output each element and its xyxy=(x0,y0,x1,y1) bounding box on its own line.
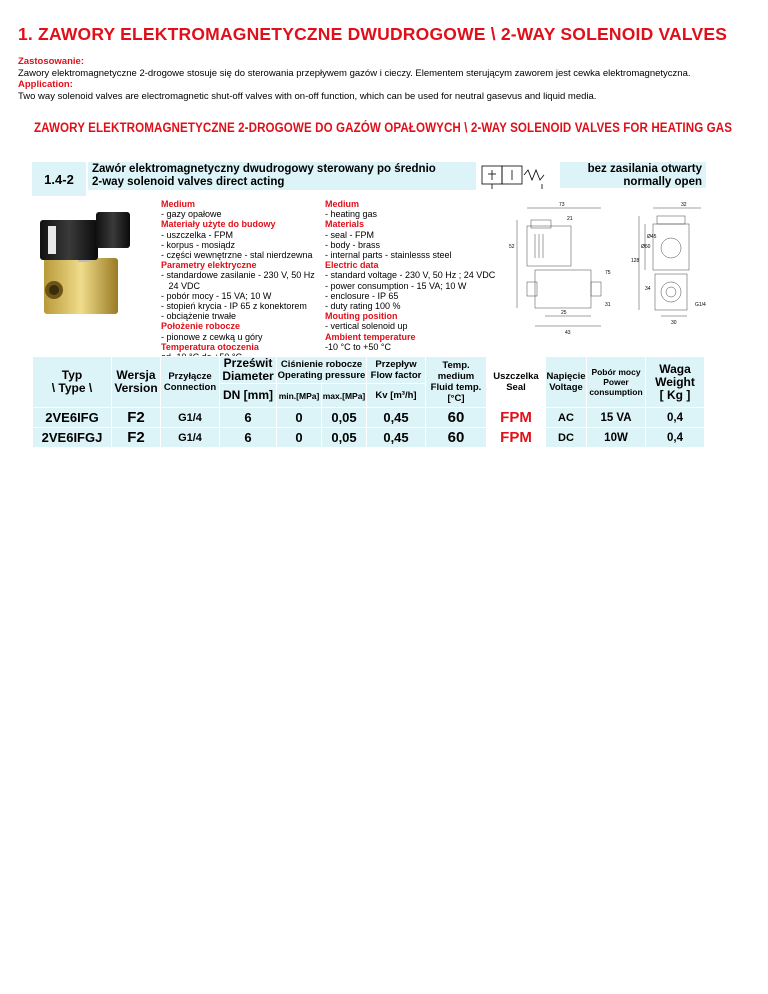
cell-conn: G1/4 xyxy=(161,408,220,428)
cell-dn: 6 xyxy=(220,408,277,428)
cell-type: 2VE6IFG xyxy=(33,408,112,428)
th-temp: Temp. medium Fluid temp. [°C] xyxy=(426,357,487,408)
spec-pl-line: Temperatura otoczenia xyxy=(161,341,259,352)
th-voltage: Napięcie Voltage xyxy=(546,357,587,408)
spec-en-line: - standard voltage - 230 V, 50 Hz ; 24 VDC xyxy=(325,270,496,281)
spec-pl-line: - uszczelka - FPM xyxy=(161,229,234,240)
cell-volt: AC xyxy=(546,408,587,428)
valve-symbol-icon xyxy=(478,162,558,192)
th-seal: Uszczelka Seal xyxy=(487,357,546,408)
th-max: max.[MPa] xyxy=(322,384,367,408)
cell-type: 2VE6IFGJ xyxy=(33,428,112,448)
spec-en-line: Medium xyxy=(325,199,360,209)
dim-label: 32 xyxy=(681,202,687,208)
dim-label: Ø45 xyxy=(647,234,657,240)
dim-label: Ø60 xyxy=(641,244,651,250)
cell-power: 10W xyxy=(587,428,646,448)
spec-en-line: Electric data xyxy=(325,260,379,271)
spec-pl-line: - pobór mocy - 15 VA; 10 W xyxy=(161,290,272,301)
cell-dn: 6 xyxy=(220,428,277,448)
dim-label: 52 xyxy=(509,244,515,250)
th-dn: DN [mm] xyxy=(220,384,277,408)
spec-en-line: Ambient temperature xyxy=(325,331,416,342)
cell-conn: G1/4 xyxy=(161,428,220,448)
spec-pl-line: Położenie robocze xyxy=(161,321,241,332)
table-row xyxy=(33,428,705,448)
spec-pl-line: Medium xyxy=(161,199,196,209)
th-power: Pobór mocy Power consumption xyxy=(587,357,646,408)
dim-label: 34 xyxy=(645,286,651,292)
cell-seal: FPM xyxy=(487,428,546,448)
spec-pl-line: - pionowe z cewką u góry xyxy=(161,331,263,342)
cell-weight: 0,4 xyxy=(646,428,705,448)
dim-label: 25 xyxy=(561,310,567,316)
specs-en xyxy=(325,199,495,352)
cell-weight: 0,4 xyxy=(646,408,705,428)
product-code: 1.4-2 xyxy=(32,162,86,196)
spec-en-line: - seal - FPM xyxy=(325,229,375,240)
intro-en-text: Two way solenoid valves are electromagnetic shut-off valves with on-off function, which can be used for neutral gasevus and liquid media. xyxy=(18,90,597,102)
cell-volt: DC xyxy=(546,428,587,448)
dim-label: 128 xyxy=(631,258,640,264)
spec-pl-line: 24 VDC xyxy=(161,280,201,291)
th-flow: Przepływ Flow factor xyxy=(367,357,426,384)
dim-label: 30 xyxy=(671,320,677,326)
valve-photo xyxy=(30,200,140,320)
spec-en-line: - duty rating 100 % xyxy=(325,301,401,312)
spec-pl-line: - stopień krycia - IP 65 z konektorem xyxy=(161,301,307,312)
intro-block xyxy=(18,56,758,102)
section-title: ZAWORY ELEKTROMAGNETYCZNE 2-DROGOWE DO GAZÓW OPAŁOWYCH \ 2-WAY SOLENOID VALVES FOR HEATING GAS xyxy=(34,120,733,135)
spec-en-line: - power consumption - 15 VA; 10 W xyxy=(325,280,467,291)
dim-label: 31 xyxy=(605,302,611,308)
cell-temp: 60 xyxy=(426,408,487,428)
th-min: min.[MPa] xyxy=(277,384,322,408)
th-type: Typ \ Type \ xyxy=(33,357,112,408)
intro-en-label: Application: xyxy=(18,79,73,90)
product-description xyxy=(88,162,476,190)
cell-version: F2 xyxy=(112,408,161,428)
cell-seal: FPM xyxy=(487,408,546,428)
spec-pl-line: - korpus - mosiądz xyxy=(161,239,236,250)
th-weight: Waga Weight [ Kg ] xyxy=(646,357,705,408)
product-desc-en: 2-way solenoid valves direct acting xyxy=(92,176,285,188)
spec-pl-line: - gazy opałowe xyxy=(161,209,222,220)
cell-temp: 60 xyxy=(426,428,487,448)
spec-pl-line: - standardowe zasilanie - 230 V, 50 Hz xyxy=(161,270,315,281)
dimension-drawing xyxy=(505,198,725,338)
cell-version: F2 xyxy=(112,428,161,448)
dim-label: 21 xyxy=(567,216,573,222)
dim-label: 43 xyxy=(565,330,571,336)
dim-label: 75 xyxy=(605,270,611,276)
spec-en-line: -10 °C to +50 °C xyxy=(325,341,391,352)
valve-state-box xyxy=(560,162,706,188)
spec-en-line: - heating gas xyxy=(325,209,378,220)
spec-pl-line: Materiały użyte do budowy xyxy=(161,219,276,230)
page-title: 1. ZAWORY ELEKTROMAGNETYCZNE DWUDROGOWE \ 2-WAY SOLENOID VALVES xyxy=(18,24,728,44)
th-connection: Przyłącze Connection xyxy=(161,357,220,408)
th-kv: Kv [m³/h] xyxy=(367,384,426,408)
intro-pl-label: Zastosowanie: xyxy=(18,56,84,67)
cell-kv: 0,45 xyxy=(367,428,426,448)
cell-min: 0 xyxy=(277,408,322,428)
cell-max: 0,05 xyxy=(322,408,367,428)
spec-pl-line: Parametry elektryczne xyxy=(161,260,257,271)
dim-label: G1/4 xyxy=(695,302,706,308)
th-version: Wersja Version xyxy=(112,357,161,408)
spec-en-line: - enclosure - IP 65 xyxy=(325,290,399,301)
valve-state-pl: bez zasilania otwarty xyxy=(587,163,702,175)
cell-kv: 0,45 xyxy=(367,408,426,428)
spec-en-line: - vertical solenoid up xyxy=(325,321,408,332)
spec-en-line: Mouting position xyxy=(325,311,398,322)
valve-state-en: normally open xyxy=(623,176,702,188)
spec-en-line: - internal parts - stainlesss steel xyxy=(325,250,452,261)
spec-pl-line: - obciążenie trwałe xyxy=(161,311,237,322)
table-row xyxy=(33,408,705,428)
th-pressure: Ciśnienie robocze Operating pressure xyxy=(277,357,367,384)
cell-min: 0 xyxy=(277,428,322,448)
intro-pl-text: Zawory elektromagnetyczne 2-drogowe stosuje się do sterowania przepływem gazów i cieczy. Elementem sterującym zaworem jest cewka elektromagnetyczna. xyxy=(18,67,691,79)
cell-power: 15 VA xyxy=(587,408,646,428)
cell-max: 0,05 xyxy=(322,428,367,448)
specs-pl xyxy=(161,199,315,362)
spec-table xyxy=(32,356,705,448)
product-desc-pl: Zawór elektromagnetyczny dwudrogowy sterowany po średnio xyxy=(92,163,436,175)
dim-label: 73 xyxy=(559,202,565,208)
spec-en-line: - body - brass xyxy=(325,239,381,250)
spec-en-line: Materials xyxy=(325,219,365,230)
th-diameter: Prześwit Diameter xyxy=(220,357,277,384)
spec-pl-line: - części wewnętrzne - stal nierdzewna xyxy=(161,250,313,261)
